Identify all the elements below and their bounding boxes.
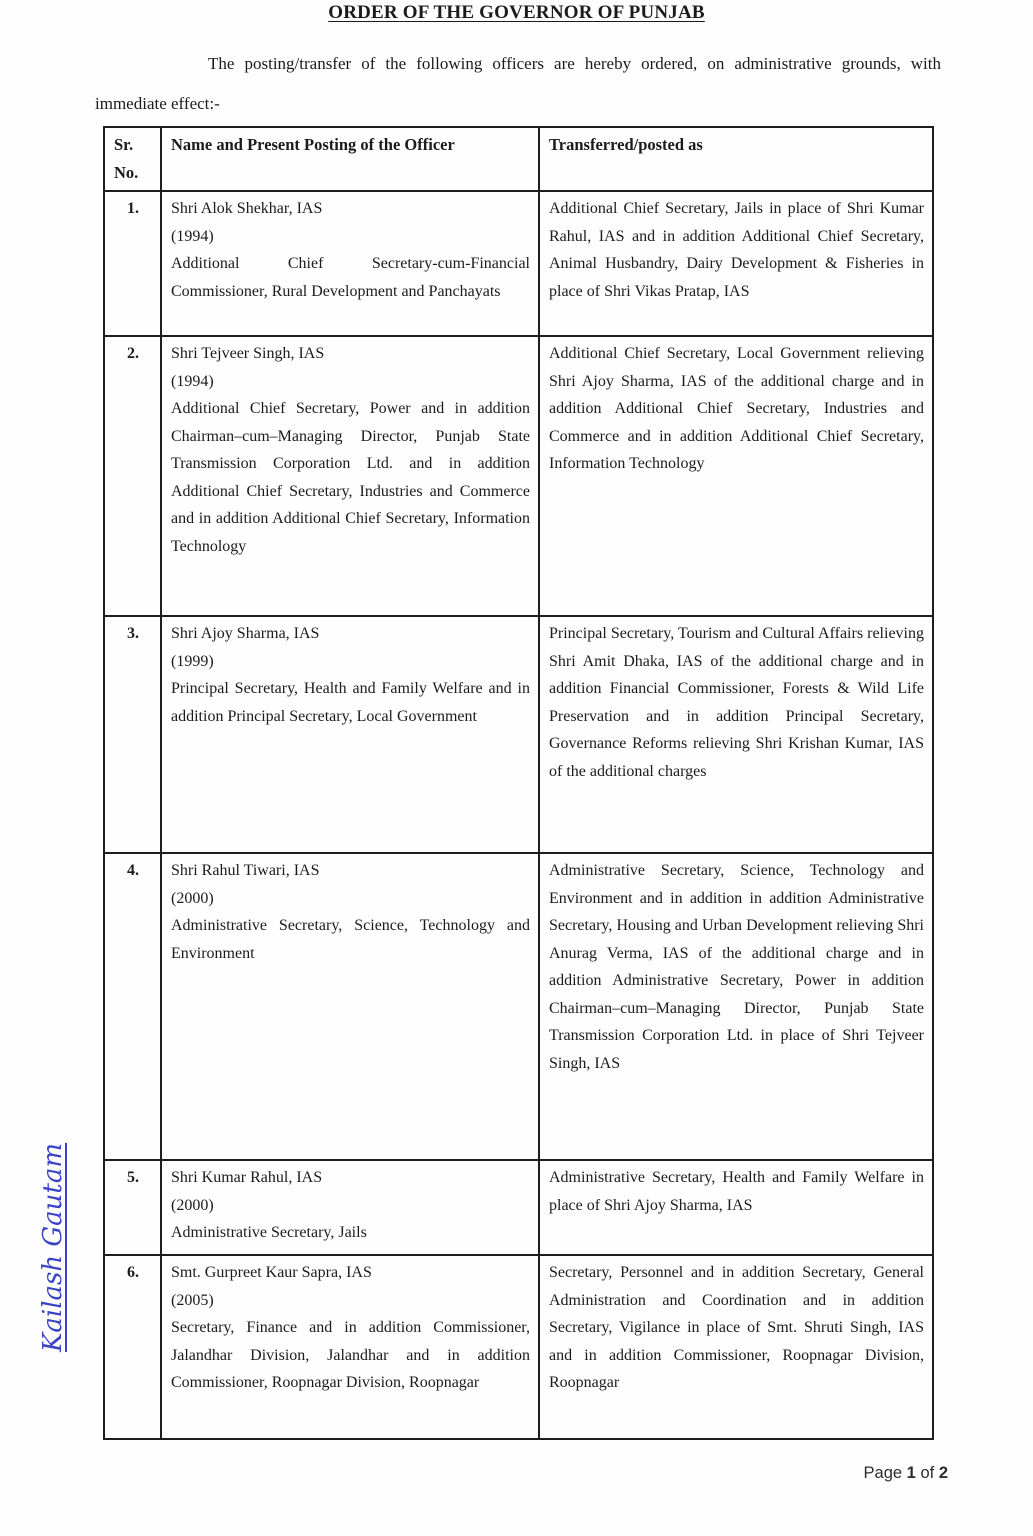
officer-batch: (1994) <box>171 227 214 245</box>
header-name-posting: Name and Present Posting of the Officer <box>161 127 539 191</box>
row-sr-no: 3. <box>104 616 161 853</box>
page-word: Page <box>863 1464 903 1482</box>
table-row <box>104 616 933 853</box>
transfer-order-table <box>103 126 934 1440</box>
officer-batch: (1999) <box>171 652 214 670</box>
table-row <box>104 336 933 616</box>
page-total-number: 2 <box>938 1464 948 1482</box>
officer-name: Shri Rahul Tiwari, IAS <box>171 862 320 879</box>
transferred-posting: Administrative Secretary, Health and Family Welfare in place of Shri Ajoy Sharma, IAS <box>539 1160 933 1255</box>
transferred-posting: Additional Chief Secretary, Local Government relieving Shri Ajoy Sharma, IAS of the additional charge and in addition Additional Chief Secretary, Industries and Commerce and in addition Additional Chief Secretary, Information Technology <box>539 336 933 616</box>
officer-name: Shri Ajoy Sharma, IAS <box>171 625 320 642</box>
officer-batch: (2000) <box>171 889 214 907</box>
present-posting: Additional Chief Secretary-cum-Financial Commissioner, Rural Development and Panchayats <box>171 255 530 300</box>
officer-batch: (1994) <box>171 372 214 390</box>
table-row <box>104 1160 933 1255</box>
officer-name: Smt. Gurpreet Kaur Sapra, IAS <box>171 1264 372 1281</box>
intro-paragraph: The posting/transfer of the following officers are hereby ordered, on administrative grounds, with immediate effect:- <box>95 54 941 113</box>
row-officer-cell <box>161 616 539 853</box>
row-sr-no: 4. <box>104 853 161 1160</box>
header-sr-no: Sr. No. <box>104 127 161 191</box>
table-row <box>104 853 933 1160</box>
present-posting: Administrative Secretary, Jails <box>171 1224 367 1241</box>
document-title: ORDER OF THE GOVERNOR OF PUNJAB <box>328 2 705 23</box>
of-word: of <box>920 1464 935 1482</box>
handwritten-signature: Kailash Gautam <box>38 1142 68 1352</box>
row-officer-cell <box>161 853 539 1160</box>
row-officer-cell <box>161 1160 539 1255</box>
present-posting: Administrative Secretary, Science, Technology and Environment <box>171 917 530 962</box>
present-posting: Additional Chief Secretary, Power and in addition Chairman–cum–Managing Director, Punjab State Transmission Corporation Ltd. and in addition Additional Chief Secretary, Industries and Commerce and in addition Additional Chief Secretary, Information Technology <box>171 400 530 555</box>
row-officer-cell <box>161 191 539 336</box>
transferred-posting: Principal Secretary, Tourism and Cultural Affairs relieving Shri Amit Dhaka, IAS of the additional charge and in addition Financial Commissioner, Forests & Wild Life Preservation and in addition Principal Secretary, Governance Reforms relieving Shri Krishan Kumar, IAS of the additional charges <box>539 616 933 853</box>
row-sr-no: 6. <box>104 1255 161 1439</box>
transferred-posting: Secretary, Personnel and in addition Secretary, General Administration and Coordination and in addition Secretary, Vigilance in place of Smt. Shruti Singh, IAS and in addition Commissioner, Roopnagar Division, Roopnagar <box>539 1255 933 1439</box>
header-transferred: Transferred/posted as <box>539 127 933 191</box>
officer-batch: (2000) <box>171 1196 214 1214</box>
transferred-posting: Administrative Secretary, Science, Technology and Environment and in addition in addition Administrative Secretary, Housing and Urban Development relieving Shri Anurag Verma, IAS of the additional charge and in addition Administrative Secretary, Power in addition Chairman–cum–Managing Director, Punjab State Transmission Corporation Ltd. in place of Shri Tejveer Singh, IAS <box>539 853 933 1160</box>
row-sr-no: 1. <box>104 191 161 336</box>
row-officer-cell <box>161 336 539 616</box>
present-posting: Principal Secretary, Health and Family Welfare and in addition Principal Secretary, Local Government <box>171 680 530 725</box>
row-sr-no: 5. <box>104 1160 161 1255</box>
officer-batch: (2005) <box>171 1291 214 1309</box>
row-officer-cell <box>161 1255 539 1439</box>
table-row <box>104 191 933 336</box>
transferred-posting: Additional Chief Secretary, Jails in place of Shri Kumar Rahul, IAS and in addition Additional Chief Secretary, Animal Husbandry, Dairy Development & Fisheries in place of Shri Vikas Pratap, IAS <box>539 191 933 336</box>
row-sr-no: 2. <box>104 336 161 616</box>
officer-name: Shri Kumar Rahul, IAS <box>171 1169 323 1186</box>
page-current-number: 1 <box>906 1464 916 1482</box>
officer-name: Shri Tejveer Singh, IAS <box>171 345 325 362</box>
page-number <box>864 1464 948 1483</box>
table-header-row <box>104 127 933 191</box>
present-posting: Secretary, Finance and in addition Commissioner, Jalandhar Division, Jalandhar and in addition Commissioner, Roopnagar Division, Roopnagar <box>171 1319 530 1391</box>
table-row <box>104 1255 933 1439</box>
officer-name: Shri Alok Shekhar, IAS <box>171 200 323 217</box>
